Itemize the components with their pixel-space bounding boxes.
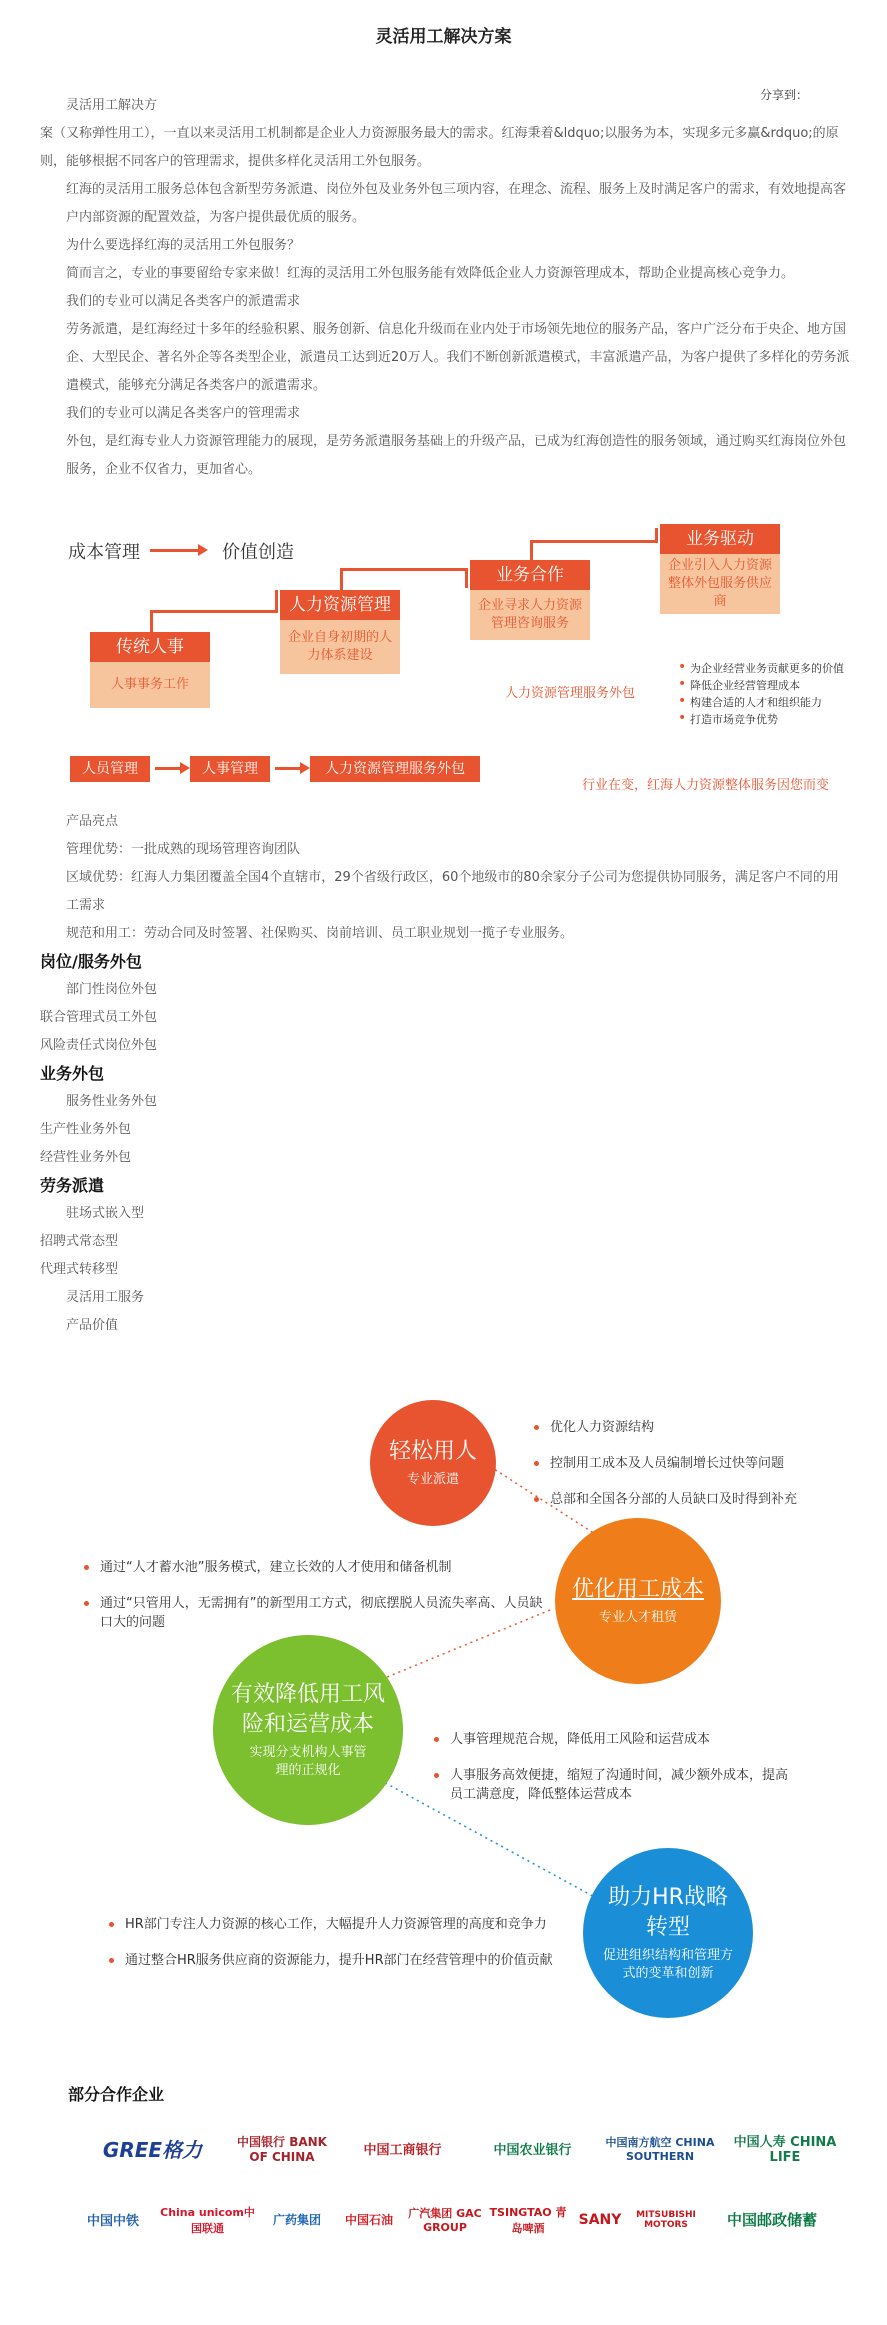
feature-paragraph: 区域优势：红海人力集团覆盖全国4个直辖市，29个省级行政区，60个地级市的80余家分子公司为您提供协同服务，满足客户不同的用工需求 [66,870,839,913]
intro-paragraph: 外包，是红海专业人力资源管理能力的展现，是劳务派遣服务基础上的升级产品，已成为红海创造性的服务领域，通过购买红海岗位外包服务，企业不仅省力，更加省心。 [66,434,847,477]
connector-line [340,568,343,590]
benefit-item: • 打造市场竞争优势 [678,711,844,728]
logo-china-railway: 中国中铁 [86,2214,139,2229]
logo-petrochina: 中国石油 [344,2213,393,2227]
arrow-head-icon [180,762,190,774]
service-item[interactable]: 部门性岗位外包 [66,982,158,997]
arrow-head-icon [198,544,208,556]
service-item[interactable]: 灵活用工服务 [66,1290,145,1305]
arrow-line [275,767,303,770]
logo-china-southern: 中国南方航空 CHINA SOUTHERN [605,2135,715,2163]
circle-subtitle: 专业派遣 [406,1472,459,1487]
circle-title: 有效降低用工风险和运营成本 [231,1682,386,1737]
benefit-item: • 降低企业经营管理成本 [678,677,844,694]
stage-business-driven-desc: 企业引入人力资源整体外包服务供应商 [660,554,780,614]
stage-traditional-hr: 传统人事 [90,632,210,662]
feature-paragraph: 管理优势：一批成熟的现场管理咨询团队 [66,842,301,857]
connector-line [530,540,655,543]
flow-hr-outsourcing: 人力资源管理服务外包 [310,756,480,782]
circle-reduce-risk [213,1635,403,1825]
value-point: 人事管理规范合规，降低用工风险和运营成本 [430,1730,800,1749]
logo-bank-of-china: 中国银行 BANK OF CHINA [237,2134,327,2164]
stage-hr-management: 人力资源管理 [280,590,400,620]
connector-line [150,610,275,613]
value-point: 控制用工成本及人员编制增长过快等问题 [530,1454,870,1473]
stage-business-cooperation-desc: 企业寻求人力资源管理咨询服务 [470,590,590,640]
logo-tsingtao: TSINGTAO 青岛啤酒 [489,2205,567,2235]
connector-line [530,540,533,560]
service-item[interactable]: 风险责任式岗位外包 [40,1038,158,1053]
circle-optimize-cost [555,1518,721,1684]
value-point: 通过整合HR服务供应商的资源能力，提升HR部门在经营管理中的价值贡献 [105,1951,555,1970]
stage-business-cooperation: 业务合作 [470,560,590,590]
connector-line [655,528,658,543]
features-section [40,808,850,948]
circle-subtitle: 专业人才租赁 [598,1610,677,1625]
service-item[interactable]: 代理式转移型 [40,1262,119,1277]
intro-paragraph: 我们的专业可以满足各类客户的管理需求 [66,406,301,421]
feature-paragraph: 规范和用工：劳动合同及时签署、社保购买、岗前培训、员工职业规划一揽子专业服务。 [66,926,574,941]
service-item[interactable]: 生产性业务外包 [40,1122,132,1137]
intro-paragraph: 红海的灵活用工服务总体包含新型劳务派遣、岗位外包及业务外包三项内容，在理念、流程、服务上及时满足客户的需求，有效地提高客户内部资源的配置效益，为客户提供最优质的服务。 [66,182,847,225]
logo-gree: GREE格力 [102,2137,203,2162]
cost-management-label: 成本管理 [68,542,140,563]
circle-easy-hiring [370,1400,496,1526]
service-heading: 业务外包 [40,1064,105,1083]
value-point: 优化人力资源结构 [530,1418,870,1437]
c1-points [530,1418,870,1526]
value-point: 通过“只管用人，无需拥有”的新型用工方式，彻底摆脱人员流失率高、人员缺口大的问题 [80,1594,550,1632]
intro-paragraph: 灵活用工解决方 [66,98,158,113]
service-item[interactable]: 服务性业务外包 [66,1094,158,1109]
intro-paragraph: 我们的专业可以满足各类客户的派遣需求 [66,294,301,309]
feature-paragraph: 产品亮点 [66,814,119,829]
logo-china-life: 中国人寿 CHINA LIFE [733,2135,837,2165]
slogan: 行业在变，红海人力资源整体服务因您而变 [582,778,830,793]
circle-title: 助力HR战略转型 [608,1885,728,1940]
value-point: 人事服务高效便捷，缩短了沟通时间，减少额外成本，提高员工满意度，降低整体运营成本 [430,1766,800,1804]
stage-traditional-hr-desc: 人事事务工作 [90,662,210,708]
logo-gac: 广汽集团 GAC GROUP [408,2207,482,2234]
value-point: HR部门专注人力资源的核心工作，大幅提升人力资源管理的高度和竞争力 [105,1915,555,1934]
intro-paragraph: 简而言之，专业的事要留给专家来做！红海的灵活用工外包服务能有效降低企业人力资源管理成本，帮助企业提高核心竞争力。 [66,266,795,281]
intro-paragraph: 劳务派遣，是红海经过十多年的经验积累、服务创新、信息化升级而在业内处于市场领先地位的服务产品，客户广泛分布于央企、地方国企、大型民企、著名外企等各类型企业，派遣员工达到近20万人。我们不断创新派遣模式，丰富派遣产品，为客户提供了多样化的劳务派遣模式，能够充分满足各类客户的派遣需求。 [66,322,850,393]
circle-subtitle: 促进组织结构和管理方式的变革和创新 [602,1948,733,1981]
connector-line [150,610,153,632]
arrow-line [150,549,200,552]
service-item[interactable]: 招聘式常态型 [40,1234,119,1249]
service-heading: 劳务派遣 [40,1176,105,1195]
logo-mitsubishi: MITSUBISHI MOTORS [636,2209,696,2230]
outsourcing-benefits [678,660,844,728]
arrow-head-icon [300,762,310,774]
logo-sany: SANY [578,2211,622,2228]
partners-title: 部分合作企业 [68,2085,165,2104]
logo-icbc: 中国工商银行 [363,2142,442,2158]
logo-china-unicom: China unicom中国联通 [160,2205,255,2235]
page-title: 灵活用工解决方案 [375,27,512,47]
value-point: 通过“人才蓄水池”服务模式，建立长效的人才使用和储备机制 [80,1558,550,1577]
logo-abc: 中国农业银行 [493,2142,572,2158]
stage-business-driven: 业务驱动 [660,524,780,554]
service-item[interactable]: 经营性业务外包 [40,1150,132,1165]
benefit-item: • 构建合适的人才和组织能力 [678,694,844,711]
arrow-line [155,767,183,770]
logo-psbc: 中国邮政储蓄 [726,2211,817,2229]
service-item[interactable]: 产品价值 [66,1318,119,1333]
service-heading: 岗位/服务外包 [40,952,142,971]
c3-points [430,1730,800,1821]
intro-paragraph: 为什么要选择红海的灵活用工外包服务？ [66,238,301,253]
benefit-item: • 为企业经营业务贡献更多的价值 [678,660,844,677]
logo-gpc: 广药集团 [272,2213,321,2227]
share-label[interactable]: 分享到： [760,88,809,102]
outsourcing-label: 人力资源管理服务外包 [505,686,636,701]
hr-evolution-diagram [0,520,887,800]
services-list [40,948,860,1340]
c4-points [105,1915,555,1987]
service-item[interactable]: 联合管理式员工外包 [40,1010,158,1025]
connector-line [340,568,465,571]
intro-paragraph: 案（又称弹性用工），一直以来灵活用工机制都是企业人力资源服务最大的需求。红海秉着&ldquo;以服务为本，实现多元多赢&rdquo;的原则，能够根据不同客户的管理需求，提供多样化灵活用工外包服务。 [40,126,839,169]
value-point: 总部和全国各分部的人员缺口及时得到补充 [530,1490,870,1509]
circle-hr-transformation [583,1848,753,2018]
value-creation-label: 价值创造 [222,542,294,563]
circle-subtitle: 实现分支机构人事管理的正规化 [249,1745,367,1778]
value-diagram [0,1380,887,2020]
circle-title: 轻松用人 [388,1439,477,1464]
intro-section [40,92,850,484]
flow-hr-management: 人事管理 [190,756,270,782]
connector-line [275,590,278,613]
connector-line [465,568,468,588]
service-item[interactable]: 驻场式嵌入型 [66,1206,145,1221]
circle-title: 优化用工成本 [571,1577,704,1602]
stage-hr-management-desc: 企业自身初期的人力体系建设 [280,620,400,674]
flow-personnel-management: 人员管理 [70,756,150,782]
